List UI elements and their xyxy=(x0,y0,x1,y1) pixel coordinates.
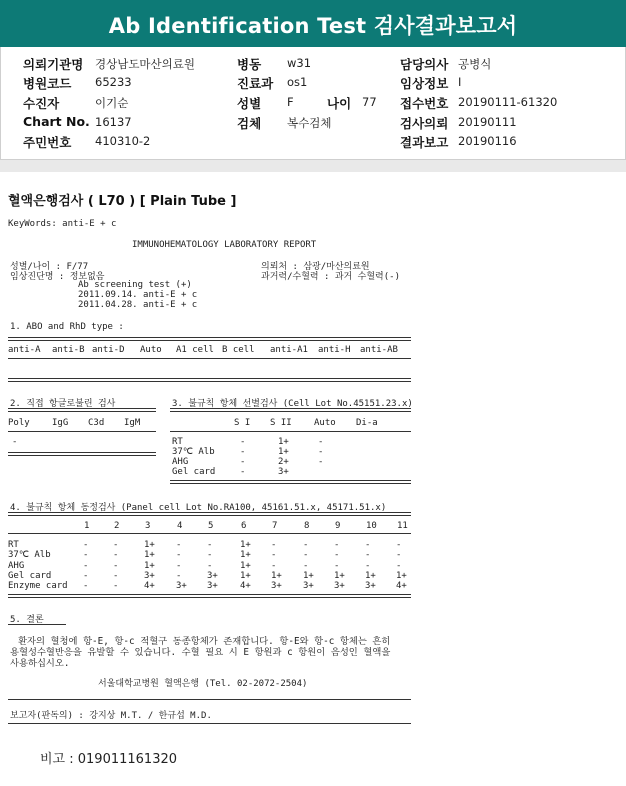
screen-column-header: Di-a xyxy=(356,418,378,428)
rule xyxy=(8,533,411,534)
abo-column-header: B cell xyxy=(222,345,255,355)
panel-result: - xyxy=(303,540,309,550)
keywords: KeyWords: anti-E + c xyxy=(8,219,117,229)
panel-result: - xyxy=(207,560,213,571)
panel-result: - xyxy=(365,560,371,571)
panel-result: 1+ xyxy=(144,550,155,561)
panel-cell-number: 3 xyxy=(145,521,151,531)
abo-column-header: anti-AB xyxy=(360,345,398,355)
sex-age: 성별/나이 : F/77 xyxy=(10,262,89,272)
panel-result: - xyxy=(334,560,340,571)
field-label: 의뢰기관명 xyxy=(23,57,84,72)
panel-result: - xyxy=(83,570,89,581)
dat-column-header: C3d xyxy=(88,418,105,428)
panel-phase-label: RT xyxy=(8,540,19,550)
referral: 의뢰처 : 삼광/마산의료원 xyxy=(261,262,370,272)
panel-result: 3+ xyxy=(271,581,282,592)
panel-result: - xyxy=(271,560,277,571)
dat-value: - xyxy=(12,437,18,447)
rule-double xyxy=(8,337,411,341)
panel-result: - xyxy=(396,560,402,571)
dat-column-header: Poly xyxy=(8,418,30,428)
panel-result: 4+ xyxy=(144,581,155,592)
panel-result: 1+ xyxy=(240,570,251,581)
panel-result: - xyxy=(303,550,309,561)
screen-result: - xyxy=(240,457,246,467)
panel-cell-number: 6 xyxy=(241,521,247,531)
panel-result: - xyxy=(271,540,277,550)
panel-result: - xyxy=(83,550,89,561)
history-line: Ab screening test (+) xyxy=(78,280,192,290)
panel-result: - xyxy=(334,550,340,561)
rule-double xyxy=(8,452,156,456)
panel-result: - xyxy=(83,581,89,592)
panel-result: - xyxy=(207,540,213,550)
panel-phase-label: Gel card xyxy=(8,570,52,581)
panel-cell-number: 2 xyxy=(114,521,120,531)
conclusion-line: 사용하십시오. xyxy=(10,658,70,669)
panel-result: 1+ xyxy=(334,570,345,581)
panel-result: - xyxy=(113,570,119,581)
panel-result: - xyxy=(303,560,309,571)
rule xyxy=(170,431,411,432)
field-label: 나이 xyxy=(327,96,352,111)
field-label: 임상정보 xyxy=(400,76,449,91)
field-label: Chart No. xyxy=(23,114,90,129)
rule xyxy=(8,624,66,625)
panel-result: - xyxy=(113,560,119,571)
panel-cell-number: 9 xyxy=(335,521,341,531)
screen-result: 1+ xyxy=(278,437,289,447)
panel-cell-number: 11 xyxy=(397,521,408,531)
panel-result: 3+ xyxy=(144,570,155,581)
field-value: 410310-2 xyxy=(95,134,151,148)
panel-result: 1+ xyxy=(396,570,407,581)
report-title: Ab Identification Test 검사결과보고서 xyxy=(108,14,518,38)
panel-result: - xyxy=(207,550,213,561)
panel-result: - xyxy=(176,550,182,561)
field-label: 검사의뢰 xyxy=(400,116,449,131)
screen-phase-label: 37℃ Alb xyxy=(172,447,215,457)
panel-result: - xyxy=(334,540,340,550)
section-3-title: 3. 불규칙 항체 선별검사 (Cell Lot No.45151.23.x) xyxy=(172,399,413,409)
field-label: 병동 xyxy=(237,57,262,72)
field-value: 공병식 xyxy=(458,57,492,71)
screen-column-header: S I xyxy=(234,418,251,428)
field-label: 검체 xyxy=(237,116,262,131)
panel-result: 1+ xyxy=(144,540,155,550)
panel-result: 3+ xyxy=(334,581,345,592)
field-value: 16137 xyxy=(95,115,132,129)
dat-column-header: IgM xyxy=(124,418,141,428)
clinical-diagnosis: 임상진단명 : 정보없음 xyxy=(10,272,105,282)
reporter: 보고자(판독의) : 강지상 M.T. / 한규섭 M.D. xyxy=(10,711,212,721)
panel-result: 4+ xyxy=(396,581,407,592)
field-value: 20190111 xyxy=(458,115,517,129)
screen-column-header: S II xyxy=(270,418,292,428)
field-value: 복수검체 xyxy=(287,116,332,130)
panel-result: 1+ xyxy=(271,570,282,581)
signature-line: 서울대학교병원 혈액은행 (Tel. 02-2072-2504) xyxy=(98,679,308,689)
screen-result: - xyxy=(318,457,324,467)
panel-result: 1+ xyxy=(240,560,251,571)
screen-result: - xyxy=(240,437,246,447)
field-value: 20190116 xyxy=(458,134,517,148)
panel-phase-label: 37℃ Alb xyxy=(8,550,51,561)
field-value: 경상남도마산의료원 xyxy=(95,57,195,71)
report-body xyxy=(0,172,626,786)
panel-result: - xyxy=(113,581,119,592)
section-2-title: 2. 직접 항글로불린 검사 xyxy=(10,399,116,409)
field-label: 담당의사 xyxy=(400,57,449,72)
panel-cell-number: 7 xyxy=(272,521,278,531)
lab-report-title: IMMUNOHEMATOLOGY LABORATORY REPORT xyxy=(132,240,317,250)
field-value: 20190111-61320 xyxy=(458,95,558,109)
panel-result: - xyxy=(396,550,402,561)
conclusion-line: 용혈성수혈반응을 유발할 수 있습니다. 수혈 필요 시 E 항원과 c 항원이 음성인 혈액을 xyxy=(10,647,391,658)
panel-cell-number: 8 xyxy=(304,521,310,531)
history-line: 2011.09.14. anti-E + c xyxy=(78,290,198,300)
panel-result: 1+ xyxy=(365,570,376,581)
footer-note: 비고 : 019011161320 xyxy=(40,752,178,767)
screen-result: - xyxy=(318,437,324,447)
panel-result: - xyxy=(365,550,371,561)
panel-result: - xyxy=(176,540,182,550)
rule xyxy=(8,431,156,432)
rule xyxy=(8,723,411,724)
panel-result: - xyxy=(396,540,402,550)
abo-column-header: anti-B xyxy=(52,345,85,355)
field-label: 진료과 xyxy=(237,76,274,91)
panel-cell-number: 4 xyxy=(177,521,183,531)
field-value: 65233 xyxy=(95,75,132,89)
field-label: 성별 xyxy=(237,96,262,111)
panel-result: - xyxy=(271,550,277,561)
rule-double xyxy=(8,512,411,516)
field-value: os1 xyxy=(287,75,308,89)
screen-result: 2+ xyxy=(278,457,289,467)
conclusion-line: 환자의 혈청에 항-E, 항-c 적혈구 동종항체가 존재합니다. 항-E와 항-c 항체는 흔히 xyxy=(18,636,391,647)
abo-column-header: anti-D xyxy=(92,345,125,355)
field-label: 주민번호 xyxy=(23,135,72,150)
rule xyxy=(8,358,411,359)
abo-column-header: A1 cell xyxy=(176,345,214,355)
panel-result: - xyxy=(83,540,89,550)
panel-result: 1+ xyxy=(240,540,251,550)
panel-result: 1+ xyxy=(144,560,155,571)
panel-result: 3+ xyxy=(176,581,187,592)
field-label: 병원코드 xyxy=(23,76,72,91)
screen-phase-label: RT xyxy=(172,437,183,447)
panel-result: 4+ xyxy=(240,581,251,592)
abo-column-header: anti-H xyxy=(318,345,351,355)
panel-result: 3+ xyxy=(303,581,314,592)
panel-phase-label: Enzyme card xyxy=(8,581,68,592)
rule-double xyxy=(170,480,411,484)
screen-result: - xyxy=(318,447,324,457)
rule-double xyxy=(8,594,411,598)
screen-column-header: Auto xyxy=(314,418,336,428)
rule-double xyxy=(8,408,156,412)
panel-result: 1+ xyxy=(303,570,314,581)
dat-column-header: IgG xyxy=(52,418,69,428)
panel-result: - xyxy=(113,550,119,561)
panel-result: 3+ xyxy=(207,570,218,581)
field-value: I xyxy=(458,75,462,89)
panel-result: - xyxy=(176,570,182,581)
report-section-title: 혈액은행검사 ( L70 ) [ Plain Tube ] xyxy=(8,194,237,209)
panel-result: 1+ xyxy=(240,550,251,561)
field-value: F xyxy=(287,95,294,109)
screen-result: 1+ xyxy=(278,447,289,457)
panel-result: 3+ xyxy=(365,581,376,592)
screen-result: - xyxy=(240,467,246,477)
rule-double xyxy=(170,408,411,412)
rule xyxy=(8,699,411,700)
screen-phase-label: AHG xyxy=(172,457,189,467)
field-value: 77 xyxy=(362,95,377,109)
field-value: 이기순 xyxy=(95,96,129,110)
history-line: 2011.04.28. anti-E + c xyxy=(78,300,198,310)
field-label: 수진자 xyxy=(23,96,60,111)
panel-result: - xyxy=(83,560,89,571)
transfusion-history: 과거력/수혈력 : 과거 수혈력(-) xyxy=(261,272,400,282)
panel-result: - xyxy=(365,540,371,550)
rule-double xyxy=(8,378,411,382)
section-1-title: 1. ABO and RhD type : xyxy=(10,322,124,332)
panel-cell-number: 5 xyxy=(208,521,214,531)
field-label: 결과보고 xyxy=(400,135,449,150)
abo-column-header: Auto xyxy=(140,345,162,355)
abo-column-header: anti-A xyxy=(8,345,41,355)
panel-result: 3+ xyxy=(207,581,218,592)
panel-result: - xyxy=(176,560,182,571)
field-value: w31 xyxy=(287,56,312,70)
abo-column-header: anti-A1 xyxy=(270,345,308,355)
panel-cell-number: 1 xyxy=(84,521,90,531)
panel-cell-number: 10 xyxy=(366,521,377,531)
field-label: 접수번호 xyxy=(400,96,449,111)
screen-result: - xyxy=(240,447,246,457)
screen-phase-label: Gel card xyxy=(172,467,216,477)
panel-result: - xyxy=(113,540,119,550)
section-5-title: 5. 결론 xyxy=(10,615,44,625)
title-bar xyxy=(0,0,626,47)
panel-phase-label: AHG xyxy=(8,560,25,571)
section-4-title: 4. 불규칙 항체 동정검사 (Panel cell Lot No.RA100, 45161.51.x, 45171.51.x) xyxy=(10,503,387,513)
section-divider xyxy=(0,160,626,172)
screen-result: 3+ xyxy=(278,467,289,477)
